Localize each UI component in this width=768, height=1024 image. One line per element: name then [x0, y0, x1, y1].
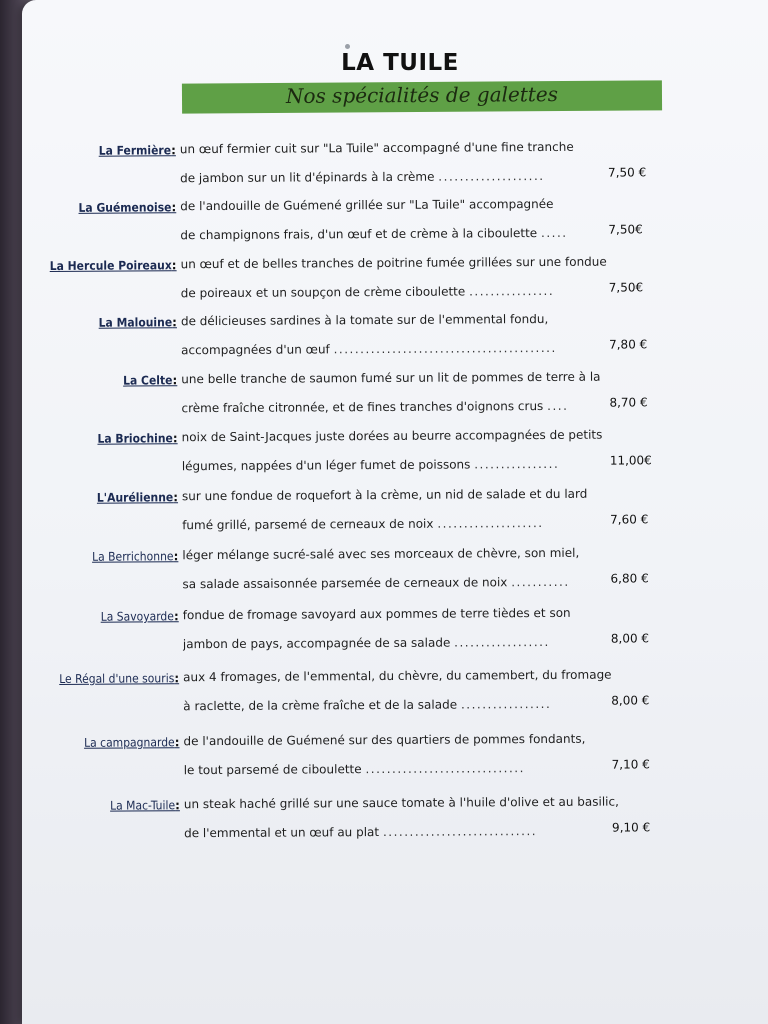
leader-dots: .....	[540, 225, 568, 241]
item-description-line2	[181, 283, 651, 300]
item-description-line2	[181, 398, 651, 415]
menu-item	[2, 789, 768, 854]
menu-item	[1, 662, 768, 727]
item-name-wrap: La campagnarde:	[84, 735, 180, 750]
item-description-line1: sur une fondue de roquefort à la crème, un nid de salade et du lard	[181, 486, 588, 504]
menu-item	[0, 422, 768, 487]
item-description-line2	[182, 515, 652, 532]
item-description-text: à raclette, de la crème fraîche et de la salade	[183, 697, 458, 714]
menu-list	[0, 134, 768, 859]
menu-item	[0, 306, 767, 371]
item-description-line2	[181, 340, 651, 357]
section-title: Nos spécialités de galettes	[285, 82, 559, 108]
item-price: 7,50€	[608, 222, 643, 237]
item-name: La Fermière	[98, 143, 172, 158]
item-price: 7,10 €	[611, 757, 650, 772]
section-banner	[182, 80, 662, 113]
item-price: 8,70 €	[609, 395, 648, 410]
item-description-line1: de l'andouille de Guémené grillée sur "La Tuile" accompagnée	[180, 196, 554, 214]
item-description-line1: un steak haché grillé sur une sauce tomate à l'huile d'olive et au basilic,	[183, 794, 619, 812]
item-price: 8,00 €	[611, 693, 650, 708]
menu-item	[0, 249, 767, 314]
leader-dots: ..........................................	[333, 340, 557, 357]
leader-dots: ................	[474, 456, 560, 472]
item-name-wrap: La Guémenoise:	[78, 200, 177, 215]
item-name-wrap: La Savoyarde:	[100, 609, 179, 624]
item-description-line2	[180, 168, 650, 185]
item-name-wrap: La Hercule Poireaux:	[49, 258, 177, 274]
item-description-line1: un œuf et de belles tranches de poitrine fumée grillées sur une fondue	[180, 254, 607, 272]
item-description-text: sa salade assaisonnée parsemée de cerneaux de noix	[182, 575, 508, 592]
item-description-line1: un œuf fermier cuit sur "La Tuile" accompagné d'une fine tranche	[179, 139, 574, 157]
menu-item	[1, 726, 768, 791]
item-name: La campagnarde	[84, 735, 175, 750]
leader-dots: ..................	[454, 634, 550, 650]
menu-item	[0, 191, 767, 256]
item-description-line1: fondue de fromage savoyard aux pommes de terre tièdes et son	[182, 605, 571, 623]
item-description-line1: de délicieuses sardines à la tomate sur de l'emmental fondu,	[180, 311, 549, 329]
item-description-line2	[180, 225, 650, 242]
item-description-line2	[183, 696, 653, 713]
item-name-wrap: La Fermière:	[98, 143, 176, 158]
item-name: La Mac-Tuile	[110, 798, 176, 813]
item-price: 6,80 €	[610, 571, 649, 586]
item-description-line2	[182, 574, 652, 591]
menu-item	[0, 134, 766, 199]
item-description-text: de jambon sur un lit d'épinards à la crème	[180, 169, 435, 186]
leader-dots: ....	[547, 398, 569, 413]
item-description-text: crème fraîche citronnée, et de fines tranches d'oignons crus	[181, 399, 544, 416]
leader-dots: ....................	[438, 168, 545, 184]
item-name: Le Régal d'une souris	[59, 671, 175, 686]
item-name: La Guémenoise	[78, 200, 172, 215]
item-name-wrap: Le Régal d'une souris:	[59, 671, 180, 686]
leader-dots: ................	[469, 283, 555, 299]
item-name: La Hercule Poireaux	[49, 258, 172, 274]
menu-item	[0, 481, 768, 546]
item-price: 7,80 €	[609, 337, 648, 352]
item-description-line1: noix de Saint-Jacques juste dorées au beurre accompagnées de petits	[181, 427, 603, 445]
item-price: 7,60 €	[610, 512, 649, 527]
item-price: 7,50 €	[607, 165, 647, 180]
item-name: La Berrichonne	[92, 549, 174, 564]
item-description-line1: aux 4 fromages, de l'emmental, du chèvre, du camembert, du fromage	[183, 667, 612, 685]
item-name-wrap: La Malouine:	[98, 315, 177, 330]
menu-item	[1, 600, 768, 665]
item-name-wrap: L'Aurélienne:	[96, 490, 179, 505]
menu-item	[0, 364, 768, 429]
item-name-wrap: La Briochine:	[97, 431, 178, 446]
item-price: 8,00 €	[610, 631, 650, 646]
item-name-wrap: La Mac-Tuile:	[110, 798, 180, 813]
menu-item	[0, 540, 768, 605]
item-name: L'Aurélienne	[96, 490, 174, 505]
item-description-line2	[184, 760, 654, 777]
item-name: La Malouine	[98, 315, 173, 330]
item-description-line2	[184, 823, 654, 840]
item-description-line2	[183, 634, 653, 651]
item-name: La Savoyarde	[100, 609, 174, 624]
item-name: La Celte	[123, 373, 173, 388]
item-description-text: jambon de pays, accompagnée de sa salade	[182, 635, 451, 652]
leader-dots: ...........	[511, 574, 570, 590]
item-description-text: le tout parsemé de ciboulette	[183, 762, 362, 778]
item-description-line1: une belle tranche de saumon fumé sur un lit de pommes de terre à la	[181, 369, 601, 387]
item-description-line2	[182, 456, 652, 473]
item-name-wrap: La Celte:	[123, 373, 178, 388]
item-description-text: de l'emmental et un œuf au plat	[184, 825, 380, 841]
item-price: 9,10 €	[611, 820, 651, 835]
item-description-text: accompagnées d'un œuf	[181, 342, 330, 358]
leader-dots: ....................	[437, 516, 544, 531]
leader-dots: .............................	[382, 824, 538, 839]
leader-dots: ..............................	[365, 761, 525, 777]
item-description-text: légumes, nappées d'un léger fumet de poissons	[181, 457, 471, 474]
restaurant-title: LA TUILE	[341, 50, 459, 76]
item-description-text: de poireaux et un soupçon de crème ciboulette	[180, 284, 466, 301]
leader-dots: .................	[460, 696, 552, 712]
item-price: 7,50€	[608, 280, 644, 295]
item-price: 11,00€	[609, 453, 652, 468]
item-description-line1: léger mélange sucré-salé avec ses morceaux de chèvre, son miel,	[182, 545, 580, 563]
item-description-text: de champignons frais, d'un œuf et de crème à la ciboulette	[180, 226, 538, 243]
item-name: La Briochine	[97, 431, 173, 446]
item-name-wrap: La Berrichonne:	[92, 549, 179, 564]
item-description-text: fumé grillé, parsemé de cerneaux de noix	[182, 516, 434, 533]
item-description-line1: de l'andouille de Guémené sur des quartiers de pommes fondants,	[183, 731, 586, 749]
paper-mark	[345, 44, 350, 49]
